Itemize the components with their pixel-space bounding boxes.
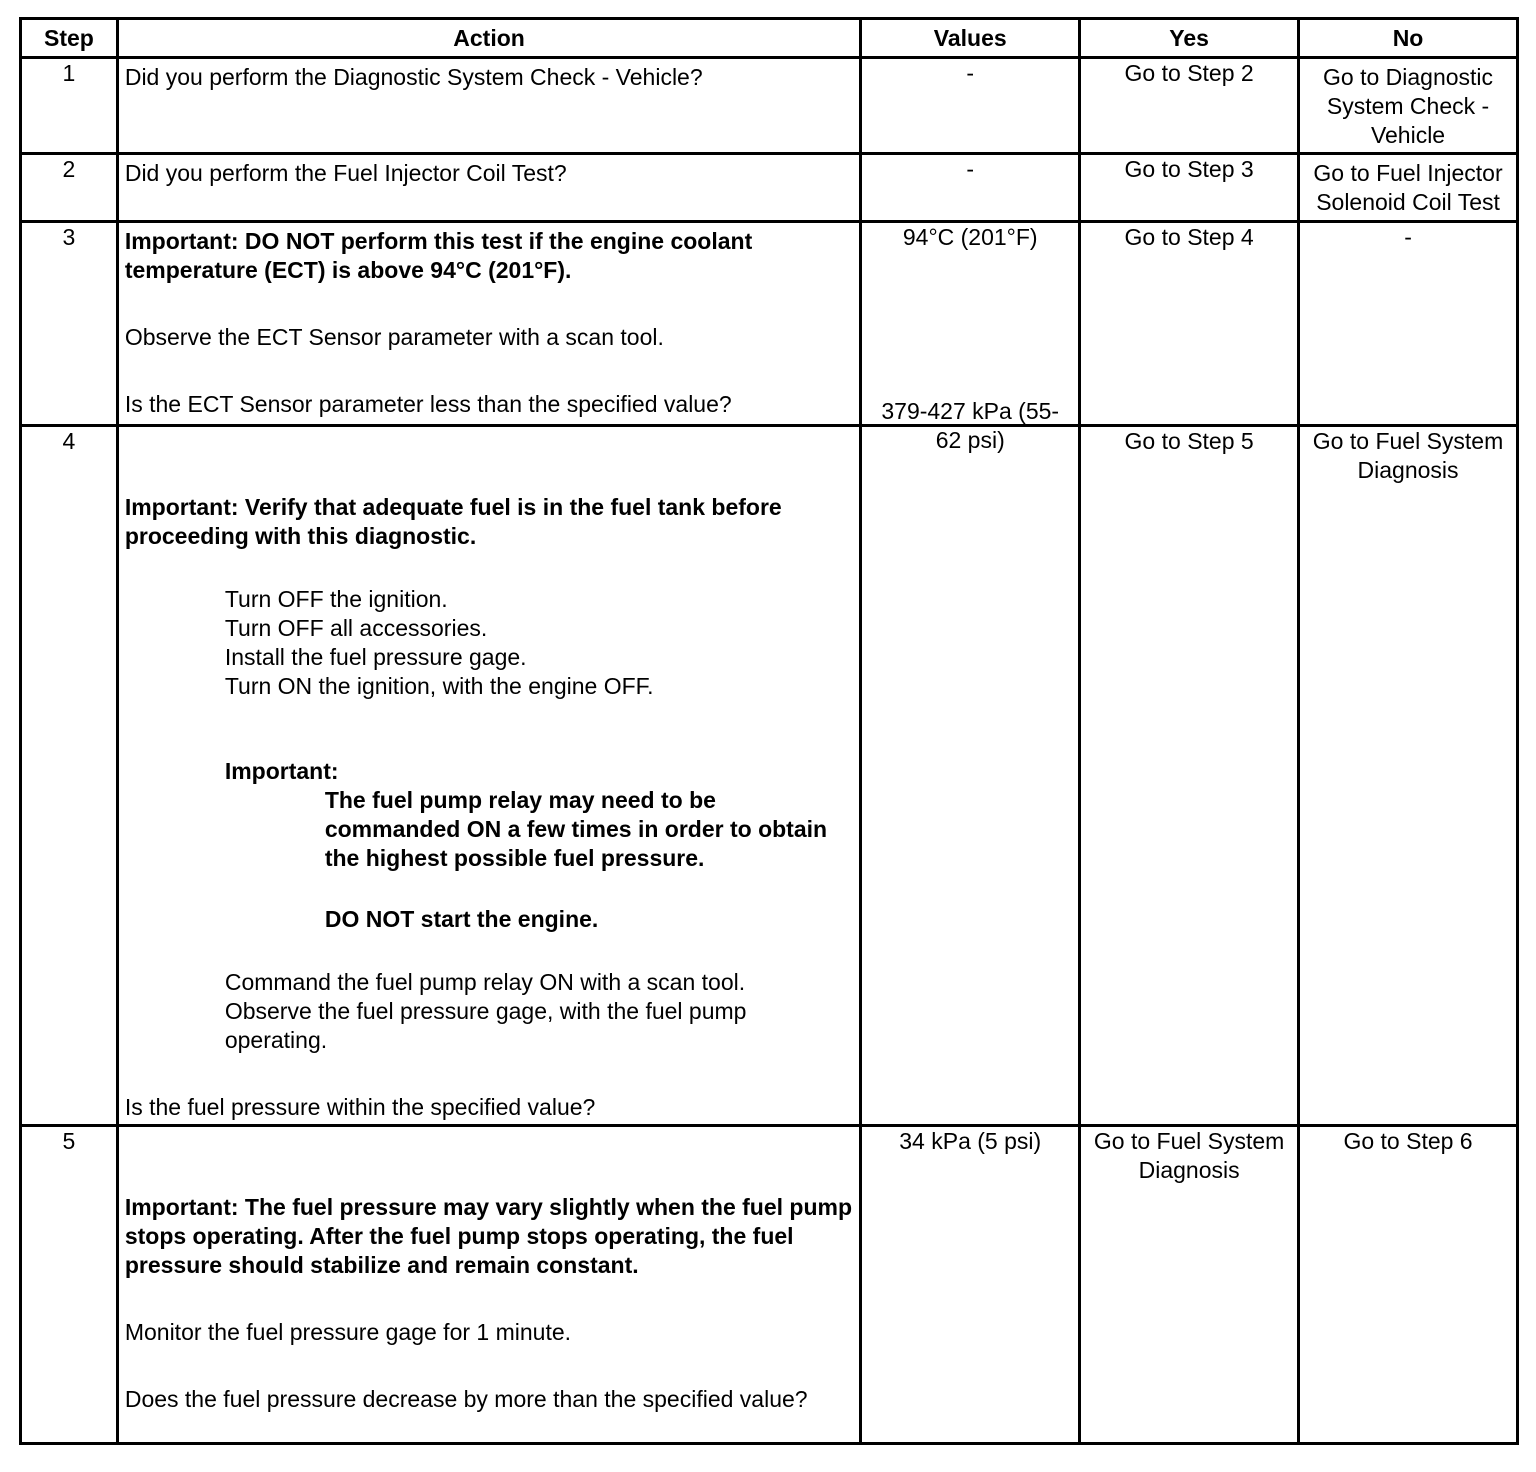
important-note: Important: DO NOT perform this test if the engine coolant temperature (ECT) is above 94°C (201°F).: [124, 228, 753, 283]
procedure-list-b: [125, 968, 853, 1055]
list-item: Turn OFF all accessories.: [224, 615, 488, 641]
list-item: Command the fuel pump relay ON with a scan tool.: [224, 969, 746, 995]
action-cell: [117, 58, 860, 154]
step-number: 3: [21, 222, 118, 426]
yes-cell: Go to Fuel System Diagnosis: [1080, 1126, 1299, 1444]
action-text: Observe the ECT Sensor parameter with a scan tool.: [124, 324, 664, 350]
action-question: Is the ECT Sensor parameter less than the specified value?: [124, 391, 732, 417]
yes-cell: Go to Step 2: [1080, 58, 1299, 154]
yes-cell: Go to Step 5: [1080, 426, 1299, 1126]
action-text: Monitor the fuel pressure gage for 1 minute.: [124, 1319, 572, 1345]
action-cell: [117, 1126, 860, 1444]
important-note: The fuel pump relay may need to be commanded ON a few times in order to obtain the highest possible fuel pressure.: [324, 787, 828, 871]
action-question: Did you perform the Fuel Injector Coil Test?: [124, 160, 567, 186]
table-row: [21, 222, 1518, 426]
header-row: [21, 19, 1518, 58]
step-number: 5: [21, 1126, 118, 1444]
step-number: 4: [21, 426, 118, 1126]
yes-cell: Go to Step 3: [1080, 154, 1299, 222]
table-row: [21, 58, 1518, 154]
value-cell: 34 kPa (5 psi): [861, 1126, 1080, 1444]
no-cell: Go to Fuel Injector Solenoid Coil Test: [1299, 154, 1518, 222]
no-cell: Go to Diagnostic System Check - Vehicle: [1299, 58, 1518, 154]
important-note: Important: Verify that adequate fuel is in the fuel tank before proceeding with this diagnostic.: [124, 494, 782, 549]
header-step: Step: [21, 19, 118, 58]
action-cell: [117, 426, 860, 1126]
table-row: [21, 154, 1518, 222]
list-item: Install the fuel pressure gage.: [224, 644, 527, 670]
action-question: Does the fuel pressure decrease by more than the specified value?: [124, 1386, 808, 1412]
step-number: 2: [21, 154, 118, 222]
list-item: Turn ON the ignition, with the engine OFF.: [224, 673, 654, 699]
action-question: Is the fuel pressure within the specified value?: [124, 1094, 596, 1120]
header-no: No: [1299, 19, 1518, 58]
header-action: Action: [117, 19, 860, 58]
list-item: Turn OFF the ignition.: [224, 586, 448, 612]
important-note: DO NOT start the engine.: [324, 906, 599, 932]
value-cell: [861, 398, 1080, 1126]
step-number: 1: [21, 58, 118, 154]
important-note: Important: The fuel pressure may vary slightly when the fuel pump stops operating. After the fuel pump stops operating, the fuel pressure should stabilize and remain constant.: [124, 1194, 853, 1278]
value-cell: -: [861, 154, 1080, 222]
list-item: Observe the fuel pressure gage, with the fuel pump operating.: [224, 998, 747, 1053]
diagnostic-table: [19, 17, 1519, 1445]
no-cell: Go to Fuel System Diagnosis: [1299, 426, 1518, 1126]
action-cell: [117, 154, 860, 222]
table-row: [21, 426, 1518, 1126]
important-label: Important:: [224, 758, 339, 784]
value-cell: 94°C (201°F): [861, 222, 1080, 426]
value-cell: -: [861, 58, 1080, 154]
value-text: 379-427 kPa (55-62 psi): [881, 398, 1060, 453]
action-cell: [117, 222, 860, 426]
header-yes: Yes: [1080, 19, 1299, 58]
table-row: [21, 1126, 1518, 1444]
yes-cell: Go to Step 4: [1080, 222, 1299, 426]
header-values: Values: [861, 19, 1080, 58]
procedure-list-a: [125, 585, 853, 701]
action-question: Did you perform the Diagnostic System Check - Vehicle?: [124, 64, 703, 90]
no-cell: -: [1299, 222, 1518, 426]
no-cell: Go to Step 6: [1299, 1126, 1518, 1444]
